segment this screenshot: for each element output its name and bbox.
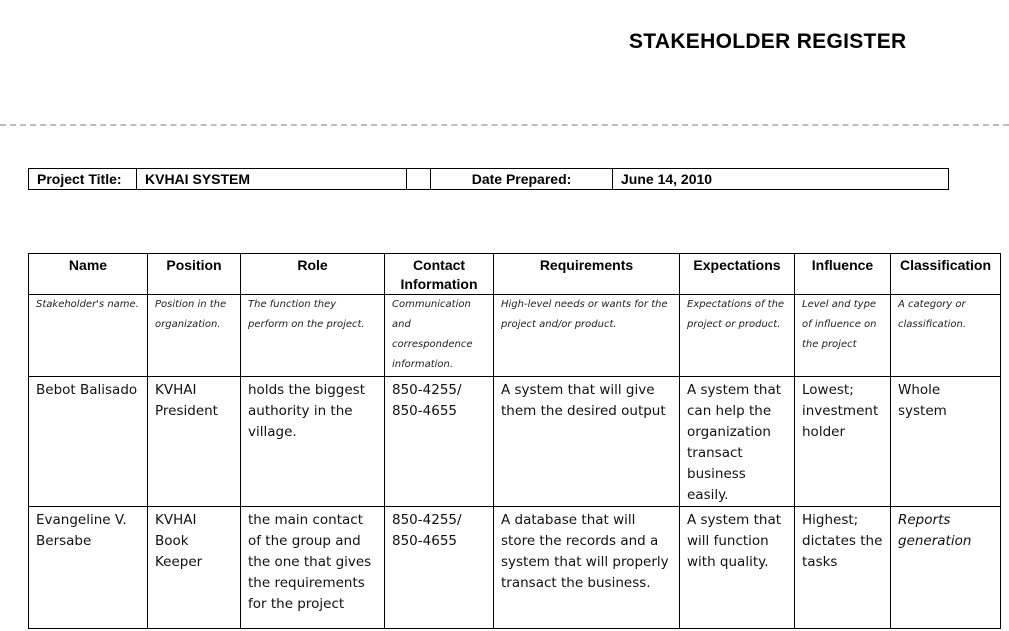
project-title-value[interactable]: KVHAI SYSTEM <box>137 169 407 189</box>
description-expectations: Expectations of the project or product. <box>680 295 795 377</box>
empty-cell <box>407 169 431 189</box>
cell-expectations[interactable]: A system that will function with quality. <box>680 507 795 629</box>
description-classification: A category or classification. <box>891 295 1001 377</box>
date-prepared-label: Date Prepared: <box>431 169 613 189</box>
table-row <box>29 377 1001 507</box>
cell-influence[interactable]: Highest; dictates the tasks <box>795 507 891 629</box>
cell-expectations[interactable]: A system that can help the organization transact business easily. <box>680 377 795 507</box>
column-header-influence: Influence <box>795 254 891 295</box>
cell-classification[interactable]: Whole system <box>891 377 1001 507</box>
cell-requirements[interactable]: A system that will give them the desired output <box>494 377 680 507</box>
project-info-table <box>28 168 949 190</box>
column-header-requirements: Requirements <box>494 254 680 295</box>
table-row <box>29 507 1001 629</box>
column-header-role: Role <box>241 254 385 295</box>
stakeholder-register-table <box>28 253 1001 629</box>
cell-influence[interactable]: Lowest; investment holder <box>795 377 891 507</box>
cell-contact[interactable]: 850-4255/ 850-4655 <box>385 377 494 507</box>
cell-position[interactable]: KVHAI President <box>148 377 241 507</box>
column-header-expectations: Expectations <box>680 254 795 295</box>
description-role: The function they perform on the project. <box>241 295 385 377</box>
date-prepared-value[interactable]: June 14, 2010 <box>621 171 713 187</box>
cell-role[interactable]: the main contact of the group and the one that gives the requirements for the project <box>241 507 385 629</box>
column-header-classification: Classification <box>891 254 1001 295</box>
cell-role[interactable]: holds the biggest authority in the village. <box>241 377 385 507</box>
description-requirements: High-level needs or wants for the project and/or product. <box>494 295 680 377</box>
description-name: Stakeholder's name. <box>29 295 148 377</box>
document-title: STAKEHOLDER REGISTER <box>629 30 907 53</box>
description-row <box>29 295 1001 377</box>
cell-classification[interactable]: Reports generation <box>891 507 1001 629</box>
description-influence: Level and type of influence on the project <box>795 295 891 377</box>
description-contact: Communication and correspondence information. <box>385 295 494 377</box>
header-row <box>29 254 1001 295</box>
page-break-divider <box>0 124 1009 126</box>
cell-contact[interactable]: 850-4255/ 850-4655 <box>385 507 494 629</box>
description-position: Position in the organization. <box>148 295 241 377</box>
cell-position[interactable]: KVHAI Book Keeper <box>148 507 241 629</box>
cell-requirements[interactable]: A database that will store the records and a system that will properly transact the business. <box>494 507 680 629</box>
column-header-contact: Contact Information <box>385 254 494 295</box>
cell-name[interactable]: Evangeline V. Bersabe <box>29 507 148 629</box>
column-header-position: Position <box>148 254 241 295</box>
column-header-name: Name <box>29 254 148 295</box>
cell-name[interactable]: Bebot Balisado <box>29 377 148 507</box>
project-title-label: Project Title: <box>29 169 137 189</box>
